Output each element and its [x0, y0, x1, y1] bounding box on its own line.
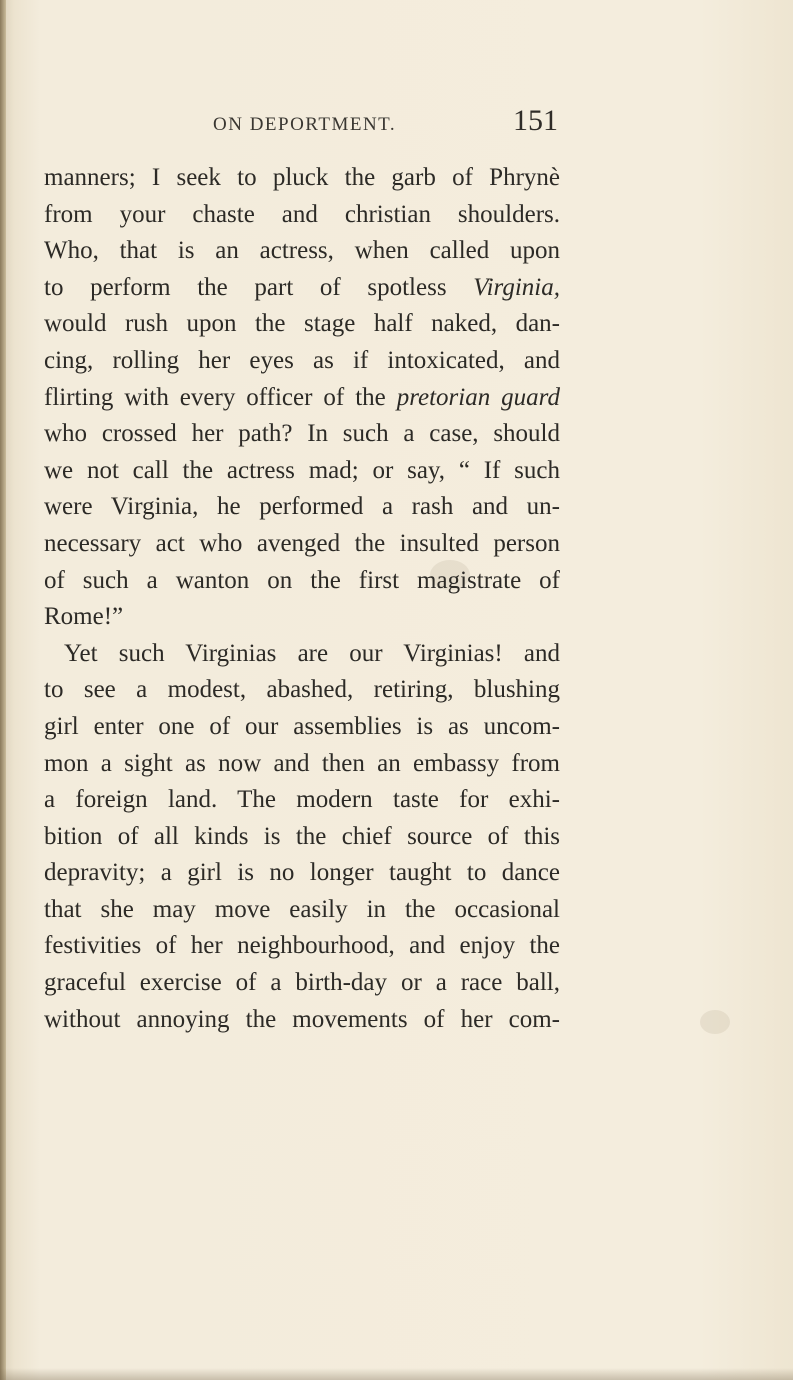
- page-bottom-edge: [0, 1368, 793, 1380]
- text-line: that she may move easily in the occasional: [44, 895, 560, 923]
- text-line: to see a modest, abashed, retiring, blushing: [44, 676, 560, 704]
- text-line: girl enter one of our assemblies is as uncom-: [44, 712, 560, 740]
- text-line: who crossed her path? In such a case, should: [44, 420, 560, 448]
- running-head: [0, 104, 793, 144]
- text-line: festivities of her neighbourhood, and enjoy the: [44, 932, 560, 960]
- text-line: Yet such Virginias are our Virginias! and: [64, 639, 560, 667]
- text-line: cing, rolling her eyes as if intoxicated, and: [44, 346, 560, 374]
- text-line: manners; I seek to pluck the garb of Phrynè: [44, 164, 560, 191]
- text-line: we not call the actress mad; or say, “ If such: [44, 456, 560, 484]
- running-head-title: ON DEPORTMENT.: [213, 114, 397, 135]
- text-line: Rome!”: [44, 603, 124, 631]
- text-line: necessary act who avenged the insulted person: [44, 529, 560, 557]
- text-line: Who, that is an actress, when called upon: [44, 237, 560, 265]
- text-line: flirting with every officer of the pretorian guard: [44, 383, 560, 411]
- italic-emphasis: Virginia,: [473, 273, 560, 301]
- text-line: were Virginia, he performed a rash and un-: [44, 493, 560, 521]
- text-line: graceful exercise of a birth-day or a race ball,: [44, 969, 560, 997]
- text-line: from your chaste and christian shoulders.: [44, 200, 560, 228]
- text-line: bition of all kinds is the chief source of this: [44, 822, 560, 850]
- text-line: mon a sight as now and then an embassy from: [44, 749, 560, 777]
- text-line: of such a wanton on the first magistrate of: [44, 566, 560, 594]
- text-line: would rush upon the stage half naked, dan-: [44, 310, 560, 338]
- page-binding-edge: [0, 0, 6, 1380]
- body-text: [44, 160, 560, 1038]
- page-number: 151: [513, 104, 558, 137]
- paper-stain: [700, 1010, 730, 1034]
- italic-emphasis: pretorian guard: [396, 383, 560, 411]
- text-line: a foreign land. The modern taste for exhi-: [44, 786, 560, 814]
- text-line: to perform the part of spotless Virginia,: [44, 273, 560, 301]
- text-line: depravity; a girl is no longer taught to dance: [44, 859, 560, 887]
- text-line: without annoying the movements of her com-: [44, 1005, 560, 1033]
